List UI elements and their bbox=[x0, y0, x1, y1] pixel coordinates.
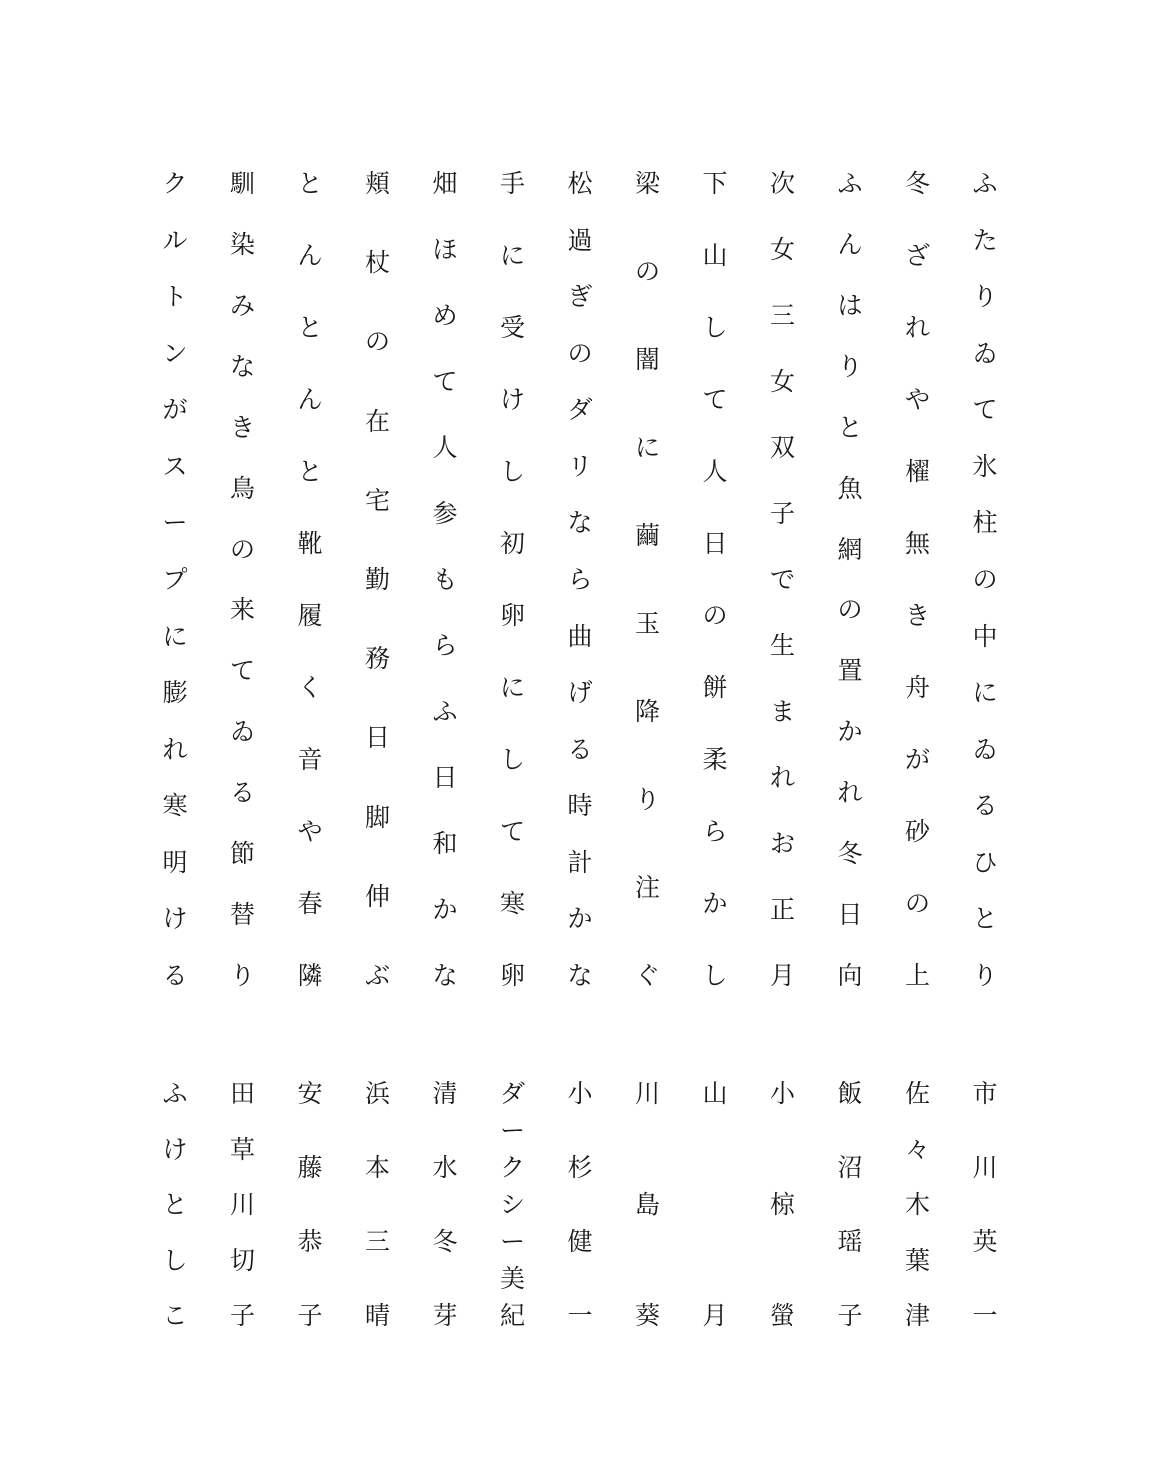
glyph: 川 bbox=[229, 1190, 255, 1219]
glyph: 務 bbox=[364, 644, 390, 674]
glyph: 山 bbox=[702, 241, 728, 270]
glyph: ふ bbox=[972, 169, 998, 198]
glyph: 健 bbox=[567, 1227, 593, 1256]
glyph: な bbox=[567, 960, 593, 990]
glyph: り bbox=[229, 960, 255, 990]
glyph: 草 bbox=[229, 1134, 255, 1164]
glyph: 寒 bbox=[162, 791, 188, 821]
glyph: 浜 bbox=[364, 1079, 390, 1108]
glyph: や bbox=[904, 385, 930, 414]
glyph: に bbox=[162, 621, 188, 651]
glyph: た bbox=[972, 225, 998, 255]
glyph: り bbox=[837, 351, 863, 381]
author-column bbox=[223, 1080, 263, 1330]
glyph: 柔 bbox=[702, 745, 728, 774]
glyph: ん bbox=[297, 385, 323, 414]
glyph: 降 bbox=[634, 697, 660, 726]
glyph: 注 bbox=[634, 873, 660, 902]
author-column bbox=[155, 1080, 195, 1330]
glyph: 音 bbox=[297, 745, 323, 774]
glyph: 鳥 bbox=[229, 473, 255, 503]
glyph: け bbox=[162, 1134, 188, 1164]
glyph: 替 bbox=[229, 900, 255, 930]
glyph: 舟 bbox=[904, 673, 930, 702]
glyph: 木 bbox=[904, 1190, 930, 1219]
glyph: 闇 bbox=[634, 345, 660, 374]
glyph: は bbox=[837, 290, 863, 320]
glyph: と bbox=[297, 313, 323, 342]
author-column bbox=[695, 1080, 735, 1330]
author-column bbox=[425, 1080, 465, 1330]
glyph: 清 bbox=[432, 1079, 458, 1108]
glyph: み bbox=[229, 290, 255, 320]
glyph: 日 bbox=[837, 900, 863, 930]
glyph: り bbox=[972, 282, 998, 312]
glyph: 葉 bbox=[904, 1245, 930, 1275]
glyph: 在 bbox=[364, 406, 390, 436]
glyph: 杉 bbox=[567, 1153, 593, 1182]
glyph: ぶ bbox=[364, 960, 390, 990]
glyph: ク bbox=[162, 169, 188, 198]
glyph: 一 bbox=[567, 1301, 593, 1330]
glyph: お bbox=[769, 829, 795, 858]
glyph: 小 bbox=[567, 1079, 593, 1108]
glyph: 正 bbox=[769, 895, 795, 924]
glyph: き bbox=[904, 601, 930, 630]
glyph: ざ bbox=[904, 241, 930, 270]
glyph: ふ bbox=[162, 1079, 188, 1108]
glyph: ゐ bbox=[229, 717, 255, 747]
glyph: 受 bbox=[499, 313, 525, 342]
glyph: 女 bbox=[769, 235, 795, 264]
glyph: 佐 bbox=[904, 1079, 930, 1108]
glyph: て bbox=[229, 656, 255, 686]
glyph: げ bbox=[567, 678, 593, 708]
glyph: に bbox=[499, 241, 525, 270]
glyph: の bbox=[702, 601, 728, 630]
glyph: 冬 bbox=[904, 169, 930, 198]
glyph: ー bbox=[499, 1116, 525, 1145]
glyph: ん bbox=[297, 241, 323, 270]
glyph: 螢 bbox=[769, 1301, 795, 1330]
glyph: 子 bbox=[837, 1301, 863, 1330]
glyph: る bbox=[162, 960, 188, 990]
haiku-column bbox=[290, 170, 330, 990]
glyph: 子 bbox=[769, 499, 795, 528]
author-column bbox=[628, 1080, 668, 1330]
glyph: プ bbox=[162, 564, 188, 594]
glyph: ま bbox=[769, 697, 795, 726]
glyph: も bbox=[432, 565, 458, 594]
glyph: 津 bbox=[904, 1301, 930, 1330]
author-column bbox=[358, 1080, 398, 1330]
glyph: 参 bbox=[432, 499, 458, 528]
glyph: 時 bbox=[567, 791, 593, 821]
glyph: 網 bbox=[837, 534, 863, 564]
glyph: 一 bbox=[972, 1301, 998, 1330]
glyph: ル bbox=[162, 225, 188, 255]
glyph: し bbox=[702, 961, 728, 990]
glyph: の bbox=[904, 889, 930, 918]
glyph: 餅 bbox=[702, 673, 728, 702]
glyph: 畑 bbox=[432, 169, 458, 198]
glyph: の bbox=[972, 564, 998, 594]
haiku-column bbox=[695, 170, 735, 990]
glyph: て bbox=[972, 395, 998, 425]
author-column bbox=[493, 1080, 533, 1330]
glyph: が bbox=[162, 395, 188, 425]
glyph: 脚 bbox=[364, 802, 390, 832]
glyph: く bbox=[297, 673, 323, 702]
glyph: 来 bbox=[229, 595, 255, 625]
glyph: ダ bbox=[499, 1079, 525, 1108]
glyph: れ bbox=[162, 734, 188, 764]
glyph: 山 bbox=[702, 1079, 728, 1108]
glyph: と bbox=[837, 412, 863, 442]
glyph: ら bbox=[702, 817, 728, 846]
glyph: ス bbox=[162, 451, 188, 481]
glyph: の bbox=[364, 327, 390, 357]
glyph: ゐ bbox=[972, 338, 998, 368]
glyph: ー bbox=[499, 1227, 525, 1256]
glyph: 椋 bbox=[769, 1190, 795, 1219]
glyph: 日 bbox=[364, 723, 390, 753]
glyph: 和 bbox=[432, 829, 458, 858]
glyph: と bbox=[162, 1190, 188, 1219]
glyph: 上 bbox=[904, 961, 930, 990]
glyph: 日 bbox=[432, 763, 458, 792]
glyph: 葵 bbox=[634, 1301, 660, 1330]
glyph: 人 bbox=[432, 433, 458, 462]
glyph: と bbox=[297, 169, 323, 198]
glyph: 明 bbox=[162, 847, 188, 877]
glyph: 玉 bbox=[634, 609, 660, 638]
glyph: ら bbox=[432, 631, 458, 660]
glyph: る bbox=[229, 778, 255, 808]
glyph: 生 bbox=[769, 631, 795, 660]
glyph: し bbox=[499, 745, 525, 774]
glyph: に bbox=[634, 433, 660, 462]
glyph: ダ bbox=[567, 395, 593, 425]
glyph: の bbox=[837, 595, 863, 625]
glyph: 頬 bbox=[364, 169, 390, 198]
glyph: け bbox=[499, 385, 525, 414]
haiku-column bbox=[223, 170, 263, 990]
glyph: ぎ bbox=[567, 282, 593, 312]
glyph: ひ bbox=[972, 847, 998, 877]
glyph: 冬 bbox=[837, 839, 863, 869]
haiku-column bbox=[965, 170, 1005, 990]
glyph: 恭 bbox=[297, 1227, 323, 1256]
glyph: 宅 bbox=[364, 485, 390, 515]
glyph: 美 bbox=[499, 1264, 525, 1293]
glyph: 小 bbox=[769, 1079, 795, 1108]
glyph: ふ bbox=[837, 169, 863, 198]
glyph: ー bbox=[162, 508, 188, 538]
haiku-column bbox=[358, 170, 398, 990]
glyph: 藤 bbox=[297, 1153, 323, 1182]
glyph: 柱 bbox=[972, 508, 998, 538]
glyph: 本 bbox=[364, 1153, 390, 1182]
glyph: し bbox=[702, 313, 728, 342]
glyph: 日 bbox=[702, 529, 728, 558]
glyph: 繭 bbox=[634, 521, 660, 550]
glyph: 卵 bbox=[499, 961, 525, 990]
glyph: 初 bbox=[499, 529, 525, 558]
glyph: 晴 bbox=[364, 1301, 390, 1330]
glyph: て bbox=[432, 367, 458, 396]
glyph: 子 bbox=[229, 1301, 255, 1330]
glyph: 松 bbox=[567, 169, 593, 198]
glyph: 杖 bbox=[364, 248, 390, 278]
glyph: や bbox=[297, 817, 323, 846]
glyph: 魚 bbox=[837, 473, 863, 503]
glyph: か bbox=[837, 717, 863, 747]
glyph: 春 bbox=[297, 889, 323, 918]
glyph: な bbox=[432, 961, 458, 990]
glyph: ト bbox=[162, 282, 188, 312]
glyph: 冬 bbox=[432, 1227, 458, 1256]
glyph: 田 bbox=[229, 1079, 255, 1108]
haiku-column bbox=[763, 170, 803, 990]
glyph: な bbox=[229, 351, 255, 381]
glyph: 氷 bbox=[972, 451, 998, 481]
glyph: き bbox=[229, 412, 255, 442]
glyph: 節 bbox=[229, 839, 255, 869]
glyph: れ bbox=[904, 313, 930, 342]
glyph: か bbox=[567, 904, 593, 934]
glyph: で bbox=[769, 565, 795, 594]
glyph: ふ bbox=[432, 697, 458, 726]
haiku-column bbox=[493, 170, 533, 990]
haiku-column bbox=[628, 170, 668, 990]
glyph: 双 bbox=[769, 433, 795, 462]
author-column bbox=[290, 1080, 330, 1330]
glyph: と bbox=[297, 457, 323, 486]
glyph: 寒 bbox=[499, 889, 525, 918]
glyph: こ bbox=[162, 1301, 188, 1330]
author-column bbox=[898, 1080, 938, 1330]
glyph: 中 bbox=[972, 621, 998, 651]
glyph: に bbox=[972, 678, 998, 708]
glyph: れ bbox=[769, 763, 795, 792]
glyph: 月 bbox=[702, 1301, 728, 1330]
glyph: 膨 bbox=[162, 678, 188, 708]
glyph: 靴 bbox=[297, 529, 323, 558]
glyph: て bbox=[702, 385, 728, 414]
glyph: 無 bbox=[904, 529, 930, 558]
glyph: か bbox=[702, 889, 728, 918]
glyph: 安 bbox=[297, 1079, 323, 1108]
glyph: し bbox=[499, 457, 525, 486]
haiku-column bbox=[425, 170, 465, 990]
glyph: 瑶 bbox=[837, 1227, 863, 1256]
glyph: シ bbox=[499, 1190, 525, 1219]
glyph: ゐ bbox=[972, 734, 998, 764]
glyph: め bbox=[432, 301, 458, 330]
glyph: れ bbox=[837, 778, 863, 808]
haiku-column bbox=[155, 170, 195, 990]
glyph: る bbox=[567, 734, 593, 764]
glyph: 曲 bbox=[567, 621, 593, 651]
glyph: 伸 bbox=[364, 881, 390, 911]
glyph: 向 bbox=[837, 960, 863, 990]
glyph: の bbox=[229, 534, 255, 564]
glyph: り bbox=[634, 785, 660, 814]
glyph: の bbox=[567, 338, 593, 368]
glyph: 卵 bbox=[499, 601, 525, 630]
glyph: 櫂 bbox=[904, 457, 930, 486]
glyph: 川 bbox=[634, 1079, 660, 1108]
glyph: 梁 bbox=[634, 169, 660, 198]
glyph: て bbox=[499, 817, 525, 846]
glyph: 川 bbox=[972, 1153, 998, 1182]
glyph: 砂 bbox=[904, 817, 930, 846]
glyph: リ bbox=[567, 451, 593, 481]
glyph: 馴 bbox=[229, 169, 255, 198]
glyph: ん bbox=[837, 229, 863, 259]
glyph: 島 bbox=[634, 1190, 660, 1219]
glyph: 沼 bbox=[837, 1153, 863, 1182]
glyph: と bbox=[972, 904, 998, 934]
author-column bbox=[965, 1080, 1005, 1330]
glyph: 月 bbox=[769, 961, 795, 990]
glyph: 々 bbox=[904, 1134, 930, 1164]
haiku-column bbox=[560, 170, 600, 990]
glyph: 水 bbox=[432, 1153, 458, 1182]
author-column bbox=[560, 1080, 600, 1330]
glyph: か bbox=[432, 895, 458, 924]
glyph: け bbox=[162, 904, 188, 934]
glyph: る bbox=[972, 791, 998, 821]
glyph: 計 bbox=[567, 847, 593, 877]
glyph: な bbox=[567, 508, 593, 538]
glyph: 過 bbox=[567, 225, 593, 255]
glyph: 切 bbox=[229, 1245, 255, 1275]
glyph: 次 bbox=[769, 169, 795, 198]
glyph: 飯 bbox=[837, 1079, 863, 1108]
glyph: ン bbox=[162, 338, 188, 368]
glyph: 市 bbox=[972, 1079, 998, 1108]
glyph: 子 bbox=[297, 1301, 323, 1330]
author-column bbox=[830, 1080, 870, 1330]
glyph: 三 bbox=[364, 1227, 390, 1256]
glyph: 英 bbox=[972, 1227, 998, 1256]
glyph: 紀 bbox=[499, 1301, 525, 1330]
glyph: ク bbox=[499, 1153, 525, 1182]
glyph: 置 bbox=[837, 656, 863, 686]
glyph: に bbox=[499, 673, 525, 702]
glyph: 下 bbox=[702, 169, 728, 198]
glyph: 芽 bbox=[432, 1301, 458, 1330]
glyph: り bbox=[972, 960, 998, 990]
haiku-column bbox=[830, 170, 870, 990]
glyph: 染 bbox=[229, 229, 255, 259]
glyph: 女 bbox=[769, 367, 795, 396]
glyph: ら bbox=[567, 564, 593, 594]
glyph: ほ bbox=[432, 235, 458, 264]
glyph: の bbox=[634, 257, 660, 286]
glyph: 隣 bbox=[297, 961, 323, 990]
glyph: 勤 bbox=[364, 564, 390, 594]
glyph: 人 bbox=[702, 457, 728, 486]
glyph: ぐ bbox=[634, 961, 660, 990]
haiku-column bbox=[898, 170, 938, 990]
glyph: が bbox=[904, 745, 930, 774]
glyph: 三 bbox=[769, 301, 795, 330]
glyph: 手 bbox=[499, 169, 525, 198]
author-column bbox=[763, 1080, 803, 1330]
glyph: し bbox=[162, 1245, 188, 1275]
glyph: 履 bbox=[297, 601, 323, 630]
